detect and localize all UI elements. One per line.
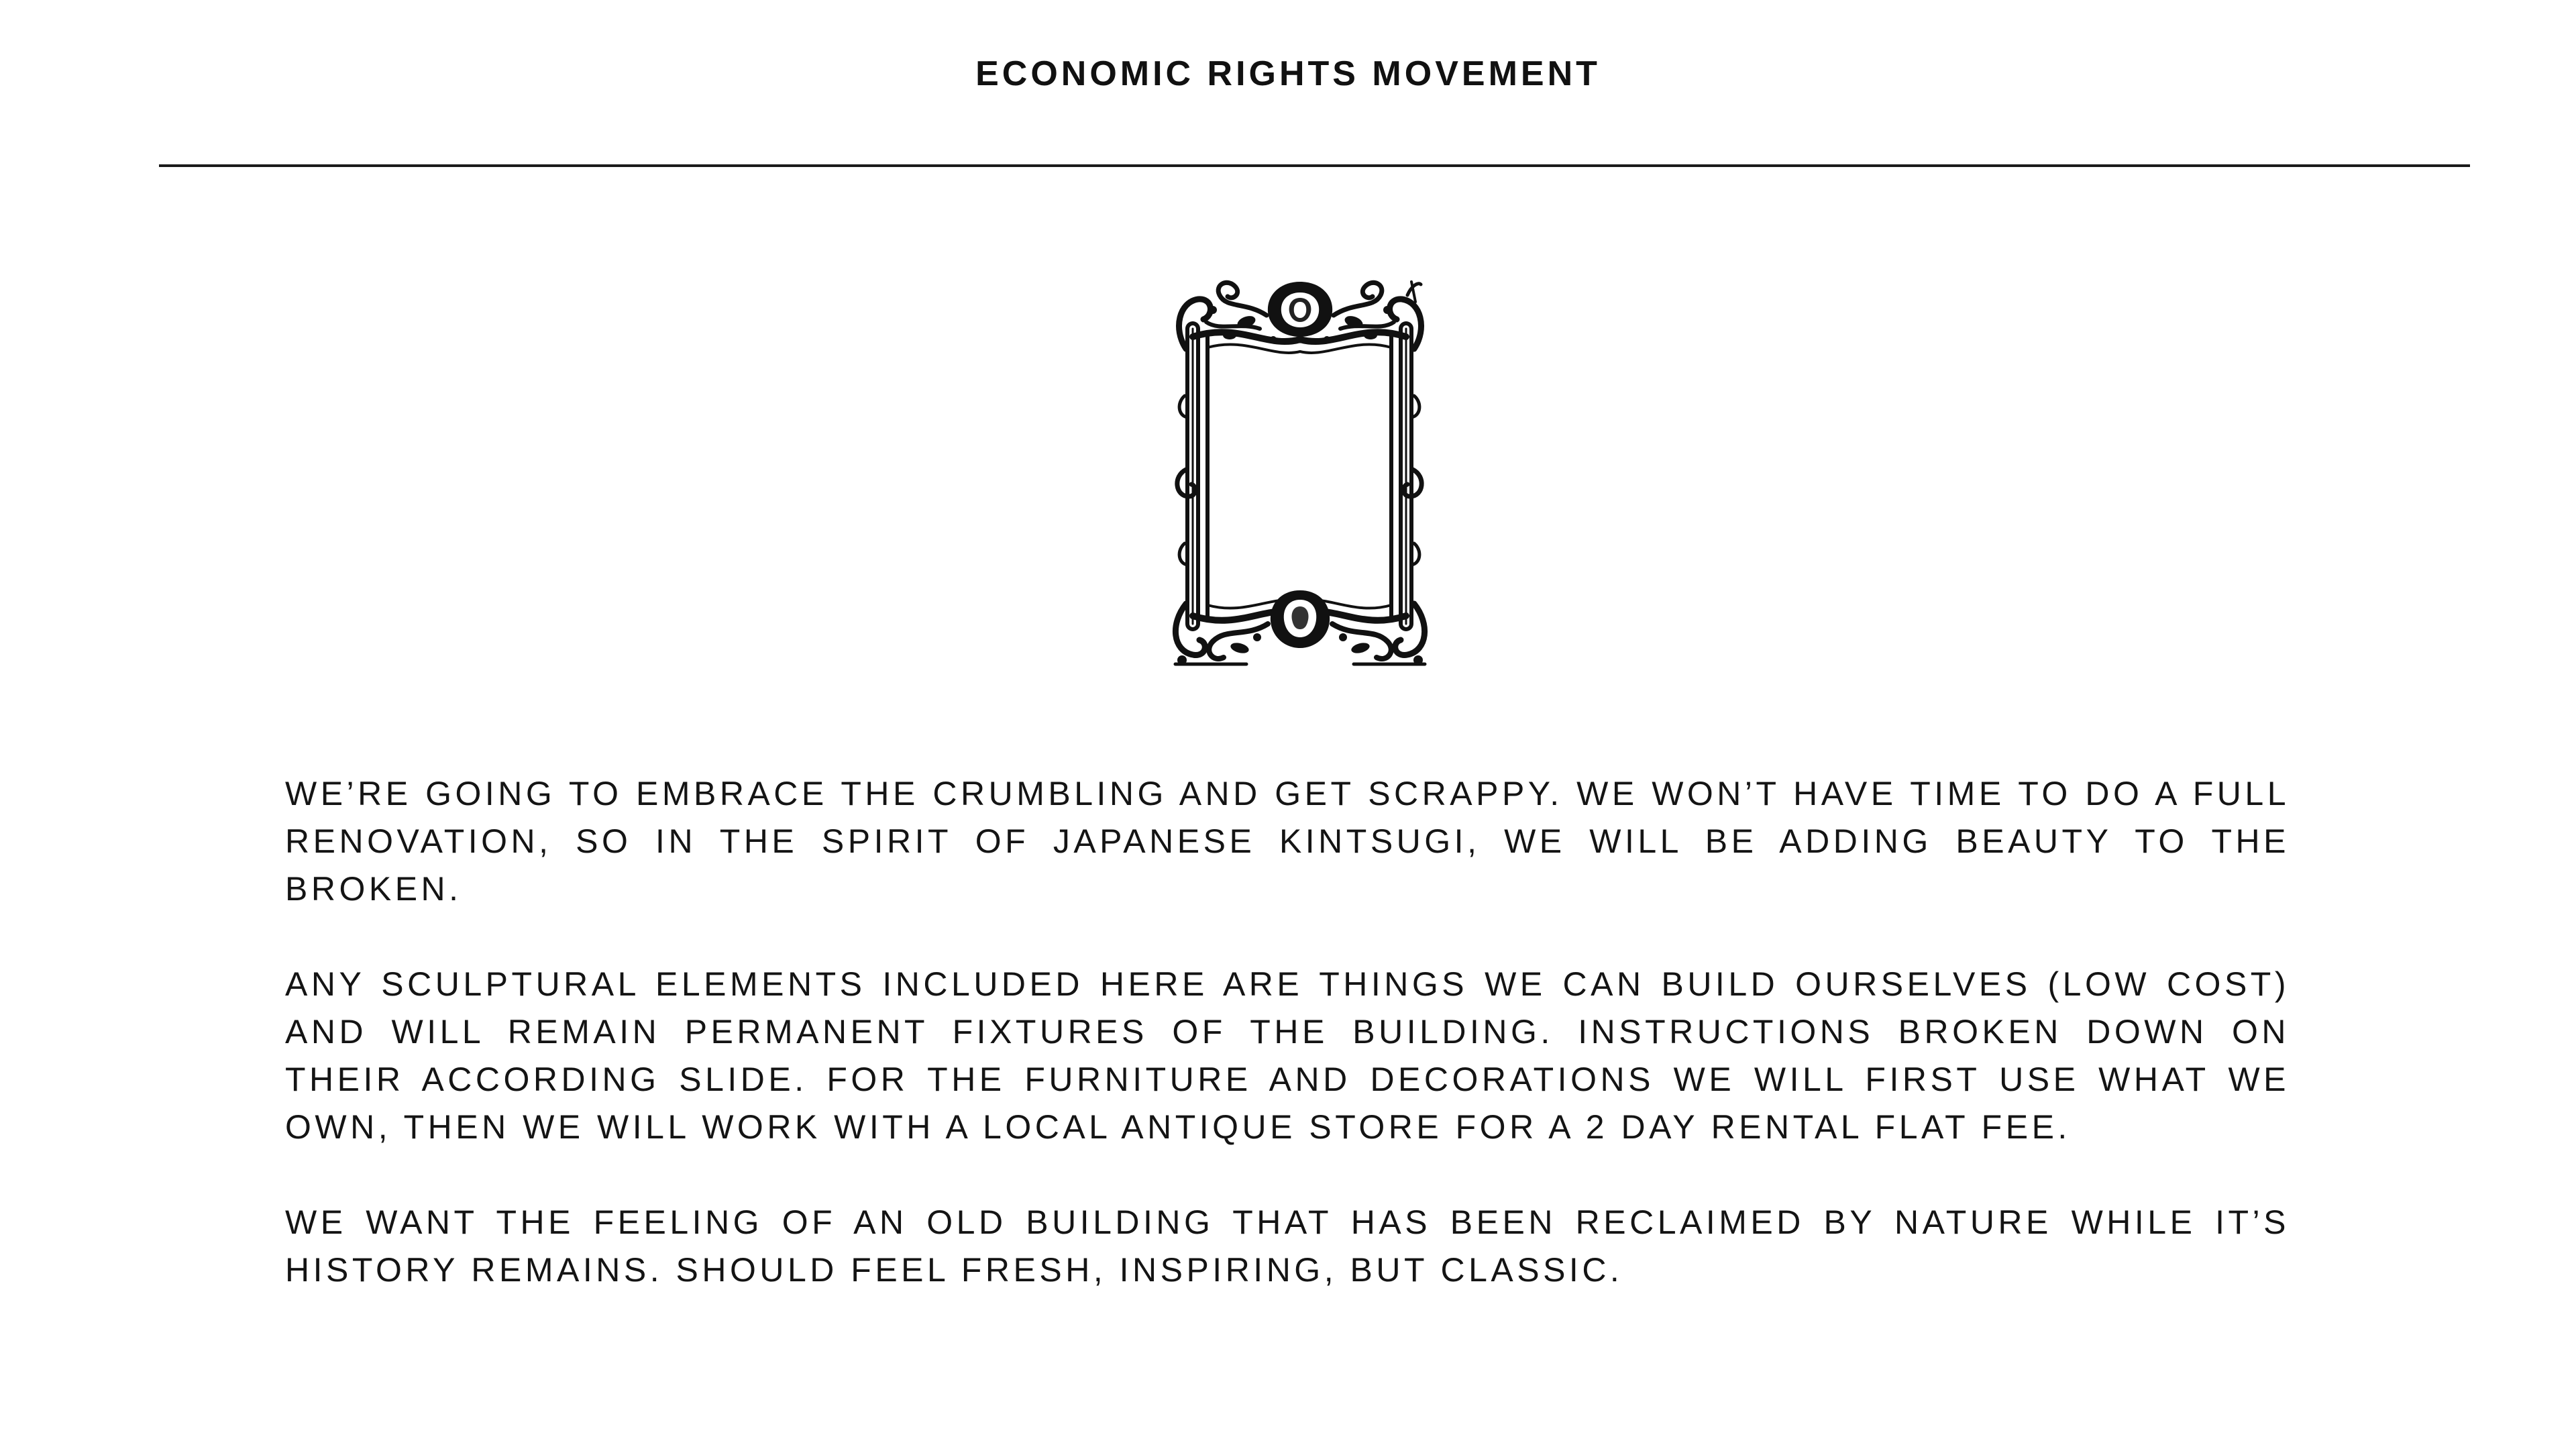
page-title: ECONOMIC RIGHTS MOVEMENT [975, 54, 1601, 93]
paragraph-kintsugi: WE’RE GOING TO EMBRACE THE CRUMBLING AND GET SCRAPPY. WE WON’T HAVE TIME TO DO A FULL RENOVATION, SO IN THE SPIRIT OF JAPANESE KINTSUGI, WE WILL BE ADDING BEAUTY TO THE BROKEN. [285, 775, 2290, 908]
ornate-frame-icon [1166, 275, 1434, 671]
paragraph-reclaimed-by-nature: WE WANT THE FEELING OF AN OLD BUILDING THAT HAS BEEN RECLAIMED BY NATURE WHILE IT’S HISTORY REMAINS. SHOULD FEEL FRESH, INSPIRING, BUT CLASSIC. [285, 1203, 2290, 1289]
body-text [285, 770, 2290, 1342]
paragraph-sculptural-elements: ANY SCULPTURAL ELEMENTS INCLUDED HERE ARE THINGS WE CAN BUILD OURSELVES (LOW COST) AND WILL REMAIN PERMANENT FIXTURES OF THE BUILDING. INSTRUCTIONS BROKEN DOWN ON THEIR ACCORDING SLIDE. FOR THE FURNITURE AND DECORATIONS WE WILL FIRST USE WHAT WE OWN, THEN WE WILL WORK WITH A LOCAL ANTIQUE STORE FOR A 2 DAY RENTAL FLAT FEE. [285, 965, 2290, 1146]
header-divider [159, 164, 2470, 167]
